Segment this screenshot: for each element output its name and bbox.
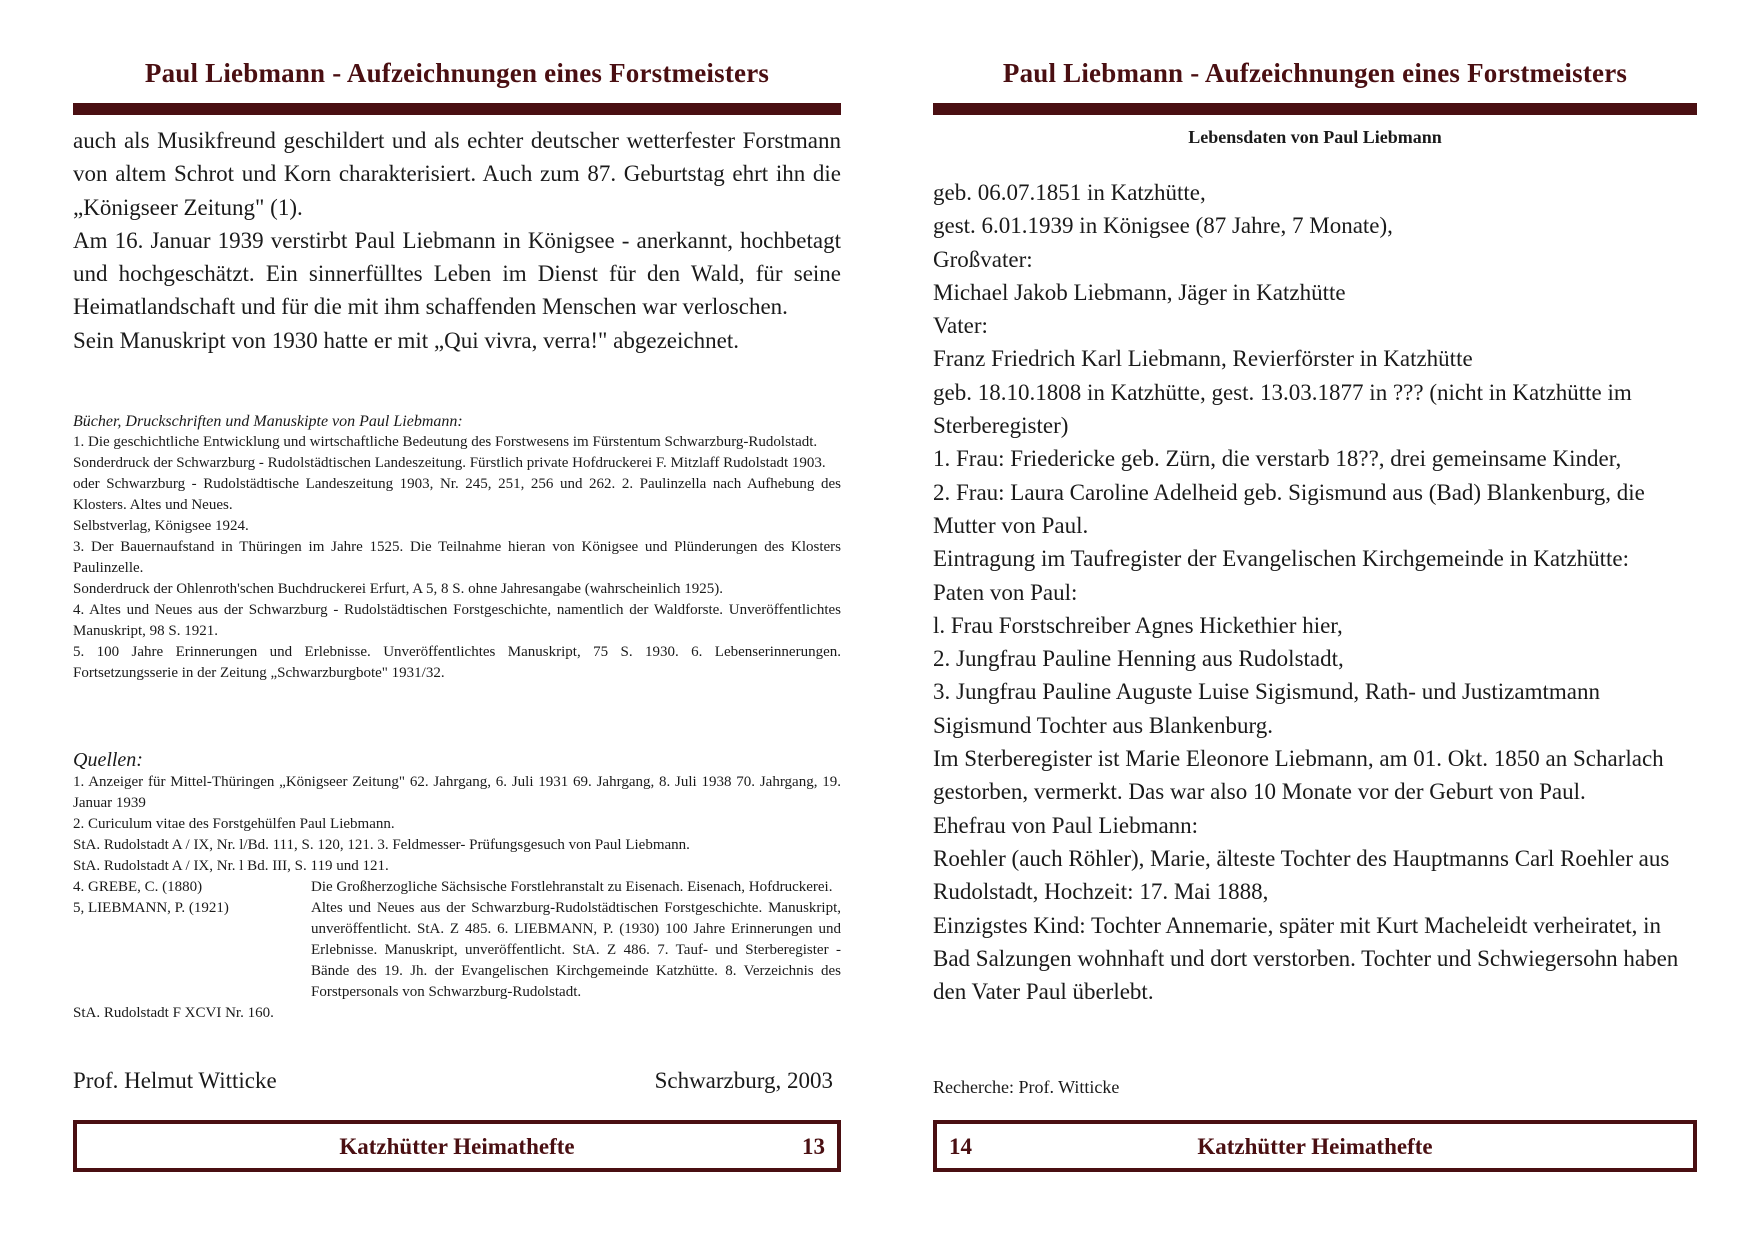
right-footer — [933, 1120, 1697, 1172]
page-number: 14 — [949, 1134, 972, 1159]
source-author: 4. GREBE, C. (1880) — [73, 879, 203, 895]
life-data-line: geb. 18.10.1808 in Katzhütte, gest. 13.03.1877 in ??? (nicht in Katzhütte im Sterberegister) — [933, 379, 1632, 439]
life-data-line: Einzigstes Kind: Tochter Annemarie, später mit Kurt Macheleidt verheiratet, in Bad Salzungen wohnhaft und dort verstorben. Tochter und Schwiegersohn haben den Vater Paul überlebt. — [933, 912, 1679, 1005]
signature-place-date: Schwarzburg, 2003 — [654, 1068, 833, 1093]
page-number: 13 — [802, 1134, 825, 1159]
paragraph: Sein Manuskript von 1930 hatte er mit „Qui vivra, verra!" abgezeichnet. — [73, 327, 739, 353]
life-data-line: Roehler (auch Röhler), Marie, älteste Tochter des Hauptmanns Carl Roehler aus Rudolstadt, Hochzeit: 17. Mai 1888, — [933, 845, 1670, 905]
source-text: Die Großherzogliche Sächsische Forstlehranstalt zu Eisenach. Eisenach, Hofdruckerei. — [311, 879, 833, 895]
life-data-line: 1. Frau: Friedericke geb. Zürn, die verstarb 18??, drei gemeinsame Kinder, — [933, 446, 1622, 472]
signature-name: Prof. Helmut Witticke — [73, 1068, 277, 1093]
bibliography-item: oder Schwarzburg - Rudolstädtische Landeszeitung 1903, Nr. 245, 251, 256 und 262. 2. Paulinzella nach Aufhebung des Klosters. Altes und Neues. — [73, 476, 841, 513]
life-data-line: Im Sterberegister ist Marie Eleonore Liebmann, am 01. Okt. 1850 an Scharlach gestorben, vermerkt. Das war also 10 Monate vor der Geburt von Paul. — [933, 746, 1664, 805]
bibliography-item: Sonderdruck der Schwarzburg - Rudolstädtischen Landeszeitung. Fürstlich private Hofdruckerei F. Mitzlaff Rudolstadt 1903. — [73, 455, 826, 471]
source-item: StA. Rudolstadt A / IX, Nr. l/Bd. 111, S. 120, 121. 3. Feldmesser- Prüfungsgesuch von Paul Liebmann. — [73, 837, 690, 853]
life-data-line: gest. 6.01.1939 in Königsee (87 Jahre, 7 Monate), — [933, 213, 1393, 239]
left-header-rule — [73, 103, 841, 115]
source-item: 2. Curiculum vitae des Forstgehülfen Paul Liebmann. — [73, 816, 395, 832]
sources-heading: Quellen: — [73, 749, 143, 771]
bibliography-item: 5. 100 Jahre Erinnerungen und Erlebnisse. Unveröffentlichtes Manuskript, 75 S. 1930. 6. Lebenserinnerungen. Fortsetzungsserie in der Zeitung „Schwarzburgbote" 1931/32. — [73, 644, 841, 681]
source-item: StA. Rudolstadt F XCVI Nr. 160. — [73, 1005, 274, 1021]
footer-title: Katzhütter Heimathefte — [1197, 1134, 1433, 1159]
bibliography-item: Sonderdruck der Ohlenroth'schen Buchdruckerei Erfurt, A 5, 8 S. ohne Jahresangabe (wahrscheinlich 1925). — [73, 581, 724, 597]
right-page — [933, 0, 1697, 1240]
life-data-line: Paten von Paul: — [933, 579, 1078, 605]
right-header-rule — [933, 103, 1697, 115]
life-data-line: Franz Friedrich Karl Liebmann, Revierförster in Katzhütte — [933, 346, 1473, 372]
life-data-line: Eintragung im Taufregister der Evangelischen Kirchgemeinde in Katzhütte: — [933, 546, 1630, 572]
bibliography — [73, 411, 841, 684]
paragraph: auch als Musikfreund geschildert und als echter deutscher wetterfester Forstmann von altem Schrot und Korn charakterisiert. Auch zum 87. Geburtstag ehrt ihn die „Königseer Zeitung" (1). — [73, 128, 841, 220]
source-item: 1. Anzeiger für Mittel-Thüringen „Königseer Zeitung" 62. Jahrgang, 6. Juli 1931 69. Jahrgang, 8. Juli 1938 70. Jahrgang, 19. Januar 1939 — [73, 774, 841, 811]
life-data-line: l. Frau Forstschreiber Agnes Hickethier hier, — [933, 612, 1343, 638]
source-item — [73, 898, 841, 1003]
left-body-text — [73, 124, 841, 357]
bibliography-item: 4. Altes und Neues aus der Schwarzburg - Rudolstädtischen Forstgeschichte, namentlich der Waldforste. Unveröffentlichtes Manuskript, 98 S. 1921. — [73, 602, 841, 639]
section-title: Lebensdaten von Paul Liebmann — [1188, 127, 1442, 147]
life-data-text — [933, 176, 1697, 1008]
research-credit: Recherche: Prof. Witticke — [933, 1077, 1120, 1097]
left-footer — [73, 1120, 841, 1172]
life-data-line: 3. Jungfrau Pauline Auguste Luise Sigismund, Rath- und Justizamtmann Sigismund Tochter aus Blankenburg. — [933, 679, 1600, 738]
source-text: Altes und Neues aus der Schwarzburg-Rudolstädtischen Forstgeschichte. Manuskript, unveröffentlicht. StA. Z 485. 6. LIEBMANN, P. (1930) 100 Jahre Erinnerungen und Erlebnisse. Manuskript, unveröffentlicht. StA. Z 486. 7. Tauf- und Sterberegister - Bände des 19. Jh. der Evangelischen Kirchgemeinde Katzhütte. 8. Verzeichnis des Forstpersonals von Schwarzburg-Rudolstadt. — [311, 900, 841, 1000]
sources — [73, 748, 841, 1024]
source-item: StA. Rudolstadt A / IX, Nr. l Bd. III, S. 119 und 121. — [73, 858, 389, 874]
source-author: 5, LIEBMANN, P. (1921) — [73, 900, 229, 916]
life-data-line: Vater: — [933, 313, 988, 339]
source-item — [73, 877, 841, 898]
bibliography-item: 3. Der Bauernaufstand in Thüringen im Jahre 1525. Die Teilnahme hieran von Königsee und Plünderungen des Klosters Paulinzelle. — [73, 539, 841, 576]
bibliography-item: 1. Die geschichtliche Entwicklung und wirtschaftliche Bedeutung des Forstwesens im Fürstentum Schwarzburg-Rudolstadt. — [73, 434, 818, 450]
life-data-line: Ehefrau von Paul Liebmann: — [933, 812, 1199, 838]
life-data-line: 2. Jungfrau Pauline Henning aus Rudolstadt, — [933, 646, 1344, 672]
life-data-line: geb. 06.07.1851 in Katzhütte, — [933, 180, 1206, 205]
life-data-line: Großvater: — [933, 246, 1033, 272]
right-header-title: Paul Liebmann - Aufzeichnungen eines Forstmeisters — [1002, 58, 1628, 88]
paragraph: Am 16. Januar 1939 verstirbt Paul Liebmann in Königsee - anerkannt, hochbetagt und hochgeschätzt. Ein sinnerfülltes Leben im Dienst für den Wald, für seine Heimatlandschaft und für die mit ihm schaffenden Menschen war verloschen. — [73, 227, 841, 320]
bibliography-item: Selbstverlag, Königsee 1924. — [73, 518, 249, 534]
left-header-title: Paul Liebmann - Aufzeichnungen eines Forstmeisters — [144, 58, 770, 88]
life-data-line: 2. Frau: Laura Caroline Adelheid geb. Sigismund aus (Bad) Blankenburg, die Mutter von Paul. — [933, 479, 1645, 538]
life-data-line: Michael Jakob Liebmann, Jäger in Katzhütte — [933, 279, 1346, 305]
bibliography-heading: Bücher, Druckschriften und Manuskipte von Paul Liebmann: — [73, 413, 463, 430]
footer-title: Katzhütter Heimathefte — [339, 1134, 575, 1159]
left-page — [73, 0, 841, 1240]
